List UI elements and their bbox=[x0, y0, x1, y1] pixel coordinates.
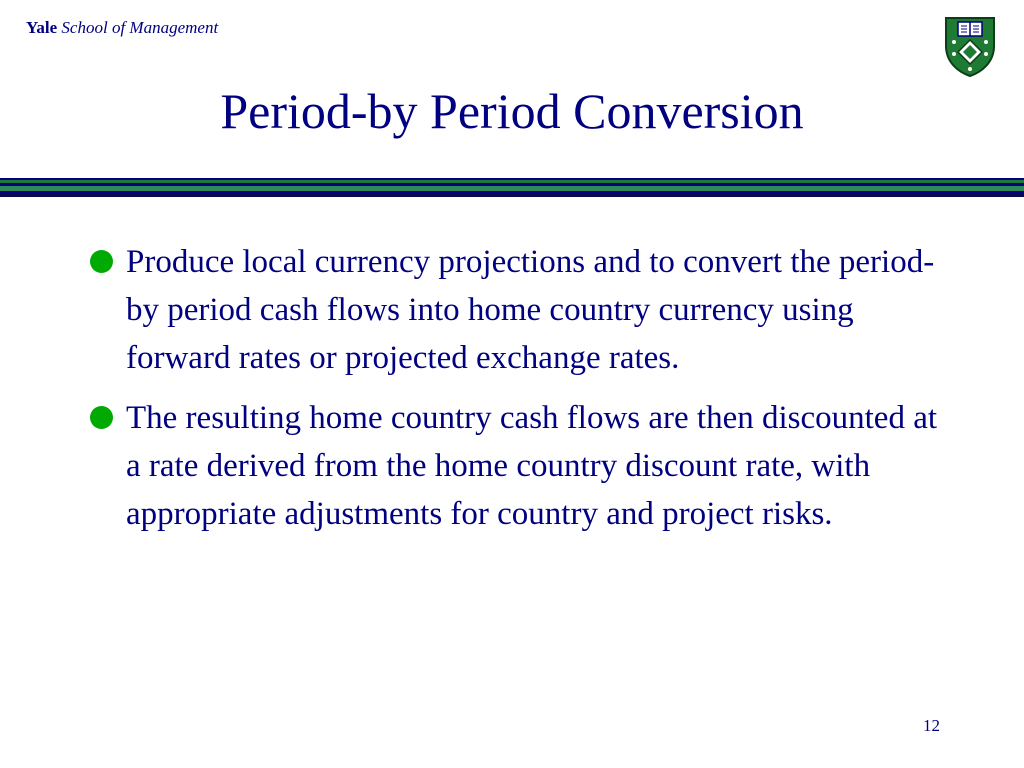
slide-title: Period-by Period Conversion bbox=[220, 83, 804, 139]
bullet-text: The resulting home country cash flows are then discounted at a rate derived from the home country discount rate, with appropriate adjustments for country and project risks. bbox=[126, 400, 938, 532]
brand-yale: Yale bbox=[26, 18, 58, 37]
title-divider bbox=[0, 178, 1024, 197]
brand-school: School of Management bbox=[61, 18, 219, 37]
bullet-dot-icon bbox=[90, 406, 113, 429]
bullet-item bbox=[90, 238, 950, 382]
page-number: 12 bbox=[923, 716, 940, 735]
bullet-text: Produce local currency projections and to convert the period-by period cash flows into home country currency using forward rates or projected exchange rates. bbox=[126, 244, 935, 376]
yale-shield-icon bbox=[944, 16, 996, 78]
bullet-list bbox=[90, 238, 950, 550]
bullet-item bbox=[90, 394, 950, 538]
bullet-dot-icon bbox=[90, 250, 113, 273]
brand-header bbox=[26, 18, 218, 38]
